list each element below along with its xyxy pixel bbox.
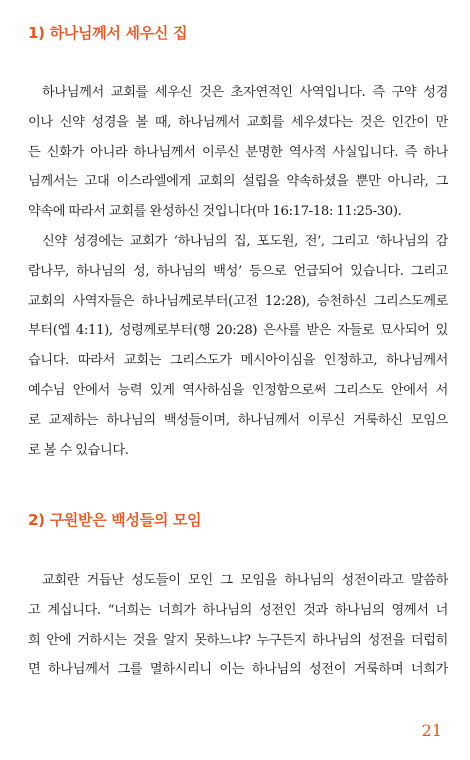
text-line: 로 교제하는 하나님의 백성들이며, 하나님께서 이루신 거룩하신 모임으 <box>28 412 448 428</box>
text-line: 님께서는 고대 이스라엘에게 교회의 설립을 약속하셨을 뿐만 아니라, 그 <box>28 174 448 190</box>
text-line: 약속에 따라서 교회를 완성하신 것입니다(마 16:17-18: 11:25-30). <box>28 204 402 220</box>
section-heading-1: 1) 하나님께서 세우신 집 <box>28 24 188 42</box>
text-line: 습니다. 따라서 교회는 그리스도가 메시아이심을 인정하고, 하나님께서 <box>28 353 448 369</box>
section-2-body <box>28 566 448 685</box>
text-line: 든 신화가 아니라 하나님께서 이루신 분명한 역사적 사실입니다. 즉 하나 <box>28 144 448 160</box>
section-1-body <box>28 78 448 465</box>
page-number: 21 <box>421 721 442 740</box>
text-line: 교회의 사역자들은 하나님께로부터(고전 12:28), 승천하신 그리스도께로 <box>28 293 448 309</box>
text-line: 로 볼 수 있습니다. <box>28 442 129 458</box>
text-line: 이나 신약 성경을 볼 때, 하나님께서 교회를 세우셨다는 것은 인간이 만 <box>28 114 448 130</box>
text-line: 하나님께서 교회를 세우신 것은 초자연적인 사역입니다. 즉 구약 성경 <box>42 85 448 100</box>
text-line: 신약 성경에는 교회가 ‘하나님의 집, 포도원, 전’, 그리고 ‘하나님의 감 <box>42 233 448 249</box>
text-line: 고 계십니다. “너희는 너희가 하나님의 성전인 것과 하나님의 영께서 너 <box>28 602 448 618</box>
text-line: 면 하나님께서 그를 멸하시리니 이는 하나님의 성전이 거룩하며 너희가 <box>28 662 448 678</box>
text-line: 부터(엡 4:11), 성령께로부터(행 20:28) 은사를 받은 자들로 묘사되어 있 <box>28 323 448 339</box>
text-line: 예수님 안에서 능력 있게 역사하심을 인정함으로써 그리스도 안에서 서 <box>28 382 448 398</box>
section-heading-2: 2) 구원받은 백성들의 모임 <box>28 511 202 529</box>
text-line: 희 안에 거하시는 것을 알지 못하느냐? 누구든지 하나님의 성전을 더럽히 <box>28 632 448 648</box>
text-line: 교회란 거듭난 성도들이 모인 그 모임을 하나님의 성전이라고 말씀하 <box>42 573 448 588</box>
text-line: 람나무, 하나님의 성, 하나님의 백성’ 등으로 언급되어 있습니다. 그리고 <box>28 263 448 279</box>
